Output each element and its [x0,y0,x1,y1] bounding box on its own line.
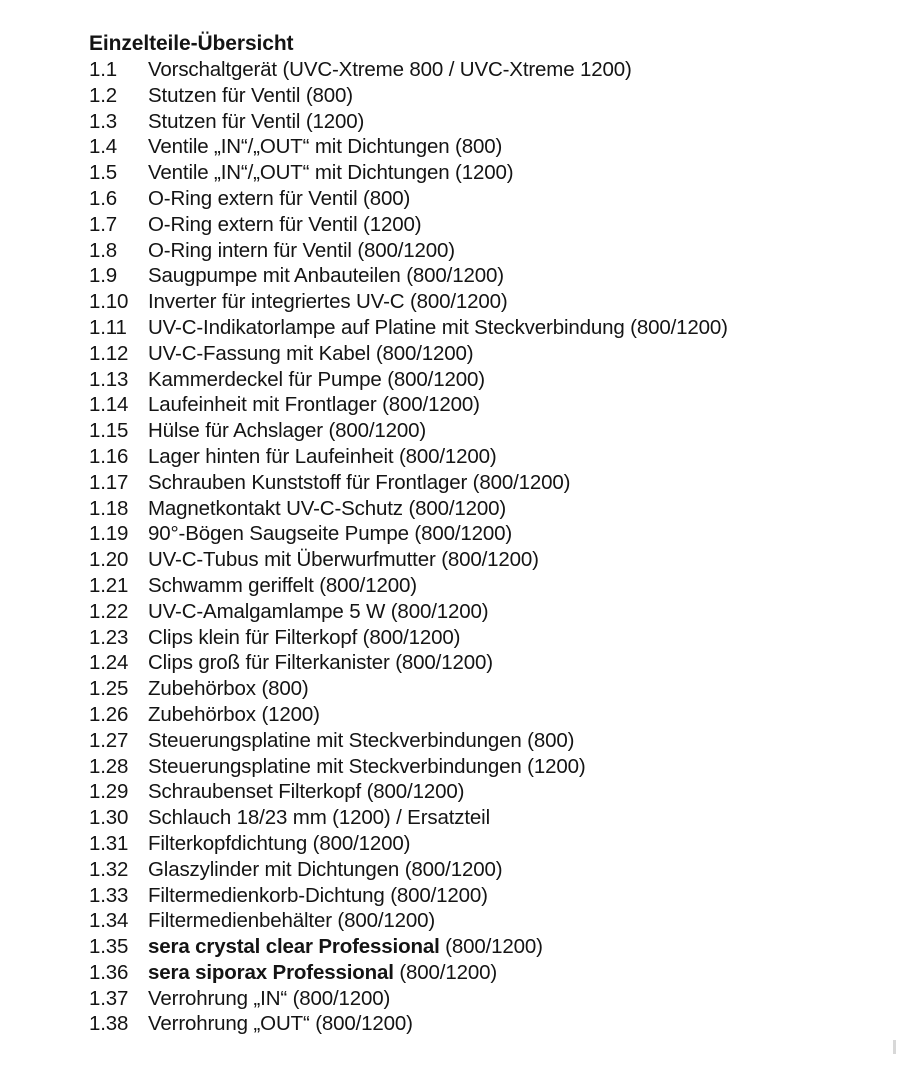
item-description [148,805,490,831]
item-text: Filtermedienkorb-Dichtung (800/1200) [148,883,488,907]
list-item [89,754,879,780]
item-number: 1.17 [89,470,129,494]
item-text: Steuerungsplatine mit Steckverbindungen (800) [148,728,575,752]
item-number: 1.31 [89,831,129,855]
item-text: Clips klein für Filterkopf (800/1200) [148,625,461,649]
item-number: 1.9 [89,264,118,288]
list-item [89,392,879,418]
item-number: 1.3 [89,109,118,133]
item-number: 1.10 [89,290,129,314]
item-description [148,625,460,651]
item-text: Steuerungsplatine mit Steckverbindungen (1200) [148,754,586,778]
item-text: O-Ring extern für Ventil (1200) [148,212,422,236]
item-description [148,728,574,754]
item-number: 1.25 [89,677,129,701]
item-text: Kammerdeckel für Pumpe (800/1200) [148,367,485,391]
item-number: 1.2 [89,83,118,107]
page-title: Einzelteile-Übersicht [89,32,294,55]
list-item [89,289,879,315]
item-number: 1.37 [89,986,129,1010]
item-description [148,238,455,264]
list-item [89,779,879,805]
item-number: 1.22 [89,599,129,623]
item-text: UV-C-Tubus mit Überwurfmutter (800/1200) [148,548,539,572]
item-number: 1.20 [89,548,129,572]
item-number: 1.26 [89,702,129,726]
list-item [89,883,879,909]
item-description [148,547,539,573]
list-item [89,341,879,367]
item-description [148,934,543,960]
item-description [148,883,488,909]
item-number: 1.34 [89,909,129,933]
item-text: Laufeinheit mit Frontlager (800/1200) [148,393,480,417]
item-description [148,496,506,522]
item-description [148,676,309,702]
list-item [89,676,879,702]
item-description [148,908,435,934]
item-text: UV-C-Fassung mit Kabel (800/1200) [148,341,474,365]
item-number: 1.5 [89,161,118,185]
item-description [148,444,497,470]
item-text: O-Ring intern für Ventil (800/1200) [148,238,455,262]
item-number: 1.12 [89,341,129,365]
item-text: Ventile „IN“/„OUT“ mit Dichtungen (800) [148,135,503,159]
item-number: 1.18 [89,496,129,520]
list-item [89,599,879,625]
item-text: 90°-Bögen Saugseite Pumpe (800/1200) [148,522,513,546]
item-description [148,134,502,160]
list-item [89,212,879,238]
item-number: 1.38 [89,1012,129,1036]
list-item [89,960,879,986]
item-text: Hülse für Achslager (800/1200) [148,419,427,443]
list-item [89,263,879,289]
item-text: Ventile „IN“/„OUT“ mit Dichtungen (1200) [148,161,514,185]
list-item [89,908,879,934]
item-description [148,341,473,367]
item-description [148,573,417,599]
list-item [89,521,879,547]
parts-overview [89,31,879,1037]
page-edge-mark [893,1040,896,1054]
item-description [148,857,502,883]
item-description [148,418,426,444]
item-text: Filterkopfdichtung (800/1200) [148,831,411,855]
parts-list [89,57,879,1037]
item-text: Filtermedienbehälter (800/1200) [148,909,436,933]
list-item [89,315,879,341]
list-item [89,625,879,651]
list-item [89,547,879,573]
item-product-name: sera crystal clear Professional [148,935,440,959]
list-item [89,134,879,160]
item-number: 1.33 [89,883,129,907]
item-text: Stutzen für Ventil (1200) [148,109,365,133]
item-text: (800/1200) [439,935,543,959]
list-item [89,857,879,883]
item-description [148,599,488,625]
item-description [148,960,497,986]
list-item [89,186,879,212]
item-number: 1.28 [89,754,129,778]
item-text: Verrohrung „OUT“ (800/1200) [148,1012,413,1036]
item-number: 1.14 [89,393,129,417]
item-text: Schrauben Kunststoff für Frontlager (800/1200) [148,470,571,494]
item-description [148,186,410,212]
item-number: 1.27 [89,728,129,752]
item-description [148,779,464,805]
item-text: Zubehörbox (1200) [148,702,320,726]
list-item [89,444,879,470]
item-description [148,392,480,418]
item-number: 1.32 [89,857,129,881]
item-text: Magnetkontakt UV-C-Schutz (800/1200) [148,496,507,520]
list-item [89,496,879,522]
item-number: 1.19 [89,522,129,546]
item-number: 1.11 [89,315,127,339]
item-description [148,754,586,780]
list-item [89,160,879,186]
item-text: Saugpumpe mit Anbauteilen (800/1200) [148,264,504,288]
item-number: 1.21 [89,573,129,597]
item-number: 1.35 [89,935,129,959]
item-text: Stutzen für Ventil (800) [148,83,353,107]
list-item [89,831,879,857]
item-text: Lager hinten für Laufeinheit (800/1200) [148,444,497,468]
item-description [148,831,410,857]
item-description [148,109,364,135]
item-number: 1.6 [89,186,118,210]
list-item [89,57,879,83]
item-number: 1.13 [89,367,129,391]
item-description [148,367,485,393]
item-number: 1.23 [89,625,129,649]
item-number: 1.16 [89,444,129,468]
item-number: 1.30 [89,806,129,830]
item-text: Vorschaltgerät (UVC-Xtreme 800 / UVC-Xtreme 1200) [148,58,632,81]
list-item [89,238,879,264]
item-text: O-Ring extern für Ventil (800) [148,186,411,210]
list-item [89,367,879,393]
list-item [89,805,879,831]
item-text: Schraubenset Filterkopf (800/1200) [148,780,465,804]
item-number: 1.36 [89,960,129,984]
list-item [89,418,879,444]
list-item [89,1011,879,1037]
item-description [148,1011,413,1037]
item-description [148,57,632,83]
item-number: 1.8 [89,238,118,262]
item-product-name: sera siporax Professional [148,960,394,984]
item-description [148,212,421,238]
list-item [89,109,879,135]
item-number: 1.24 [89,651,129,675]
item-description [148,986,390,1012]
item-text: Schwamm geriffelt (800/1200) [148,573,417,597]
list-item [89,573,879,599]
item-description [148,289,508,315]
item-text: Schlauch 18/23 mm (1200) / Ersatzteil [148,806,490,830]
list-item [89,728,879,754]
list-item [89,650,879,676]
item-description [148,702,320,728]
item-description [148,650,493,676]
list-item [89,702,879,728]
item-text: Zubehörbox (800) [148,677,309,701]
item-description [148,470,570,496]
item-number: 1.15 [89,419,129,443]
item-text: Glaszylinder mit Dichtungen (800/1200) [148,857,503,881]
item-description [148,263,504,289]
item-text: Inverter für integriertes UV-C (800/1200) [148,290,508,314]
item-text: UV-C-Amalgamlampe 5 W (800/1200) [148,599,489,623]
list-item [89,934,879,960]
list-item [89,986,879,1012]
item-description [148,521,512,547]
item-description [148,160,513,186]
item-number: 1.29 [89,780,129,804]
item-text: Clips groß für Filterkanister (800/1200) [148,651,493,675]
item-text: Verrohrung „IN“ (800/1200) [148,986,391,1010]
list-item [89,470,879,496]
item-description [148,315,728,341]
item-number: 1.7 [89,212,118,236]
item-description [148,83,353,109]
item-number: 1.4 [89,135,118,159]
item-number: 1.1 [89,58,118,81]
item-text: UV-C-Indikatorlampe auf Platine mit Steckverbindung (800/1200) [148,315,728,339]
item-text: (800/1200) [393,960,497,984]
list-item [89,83,879,109]
